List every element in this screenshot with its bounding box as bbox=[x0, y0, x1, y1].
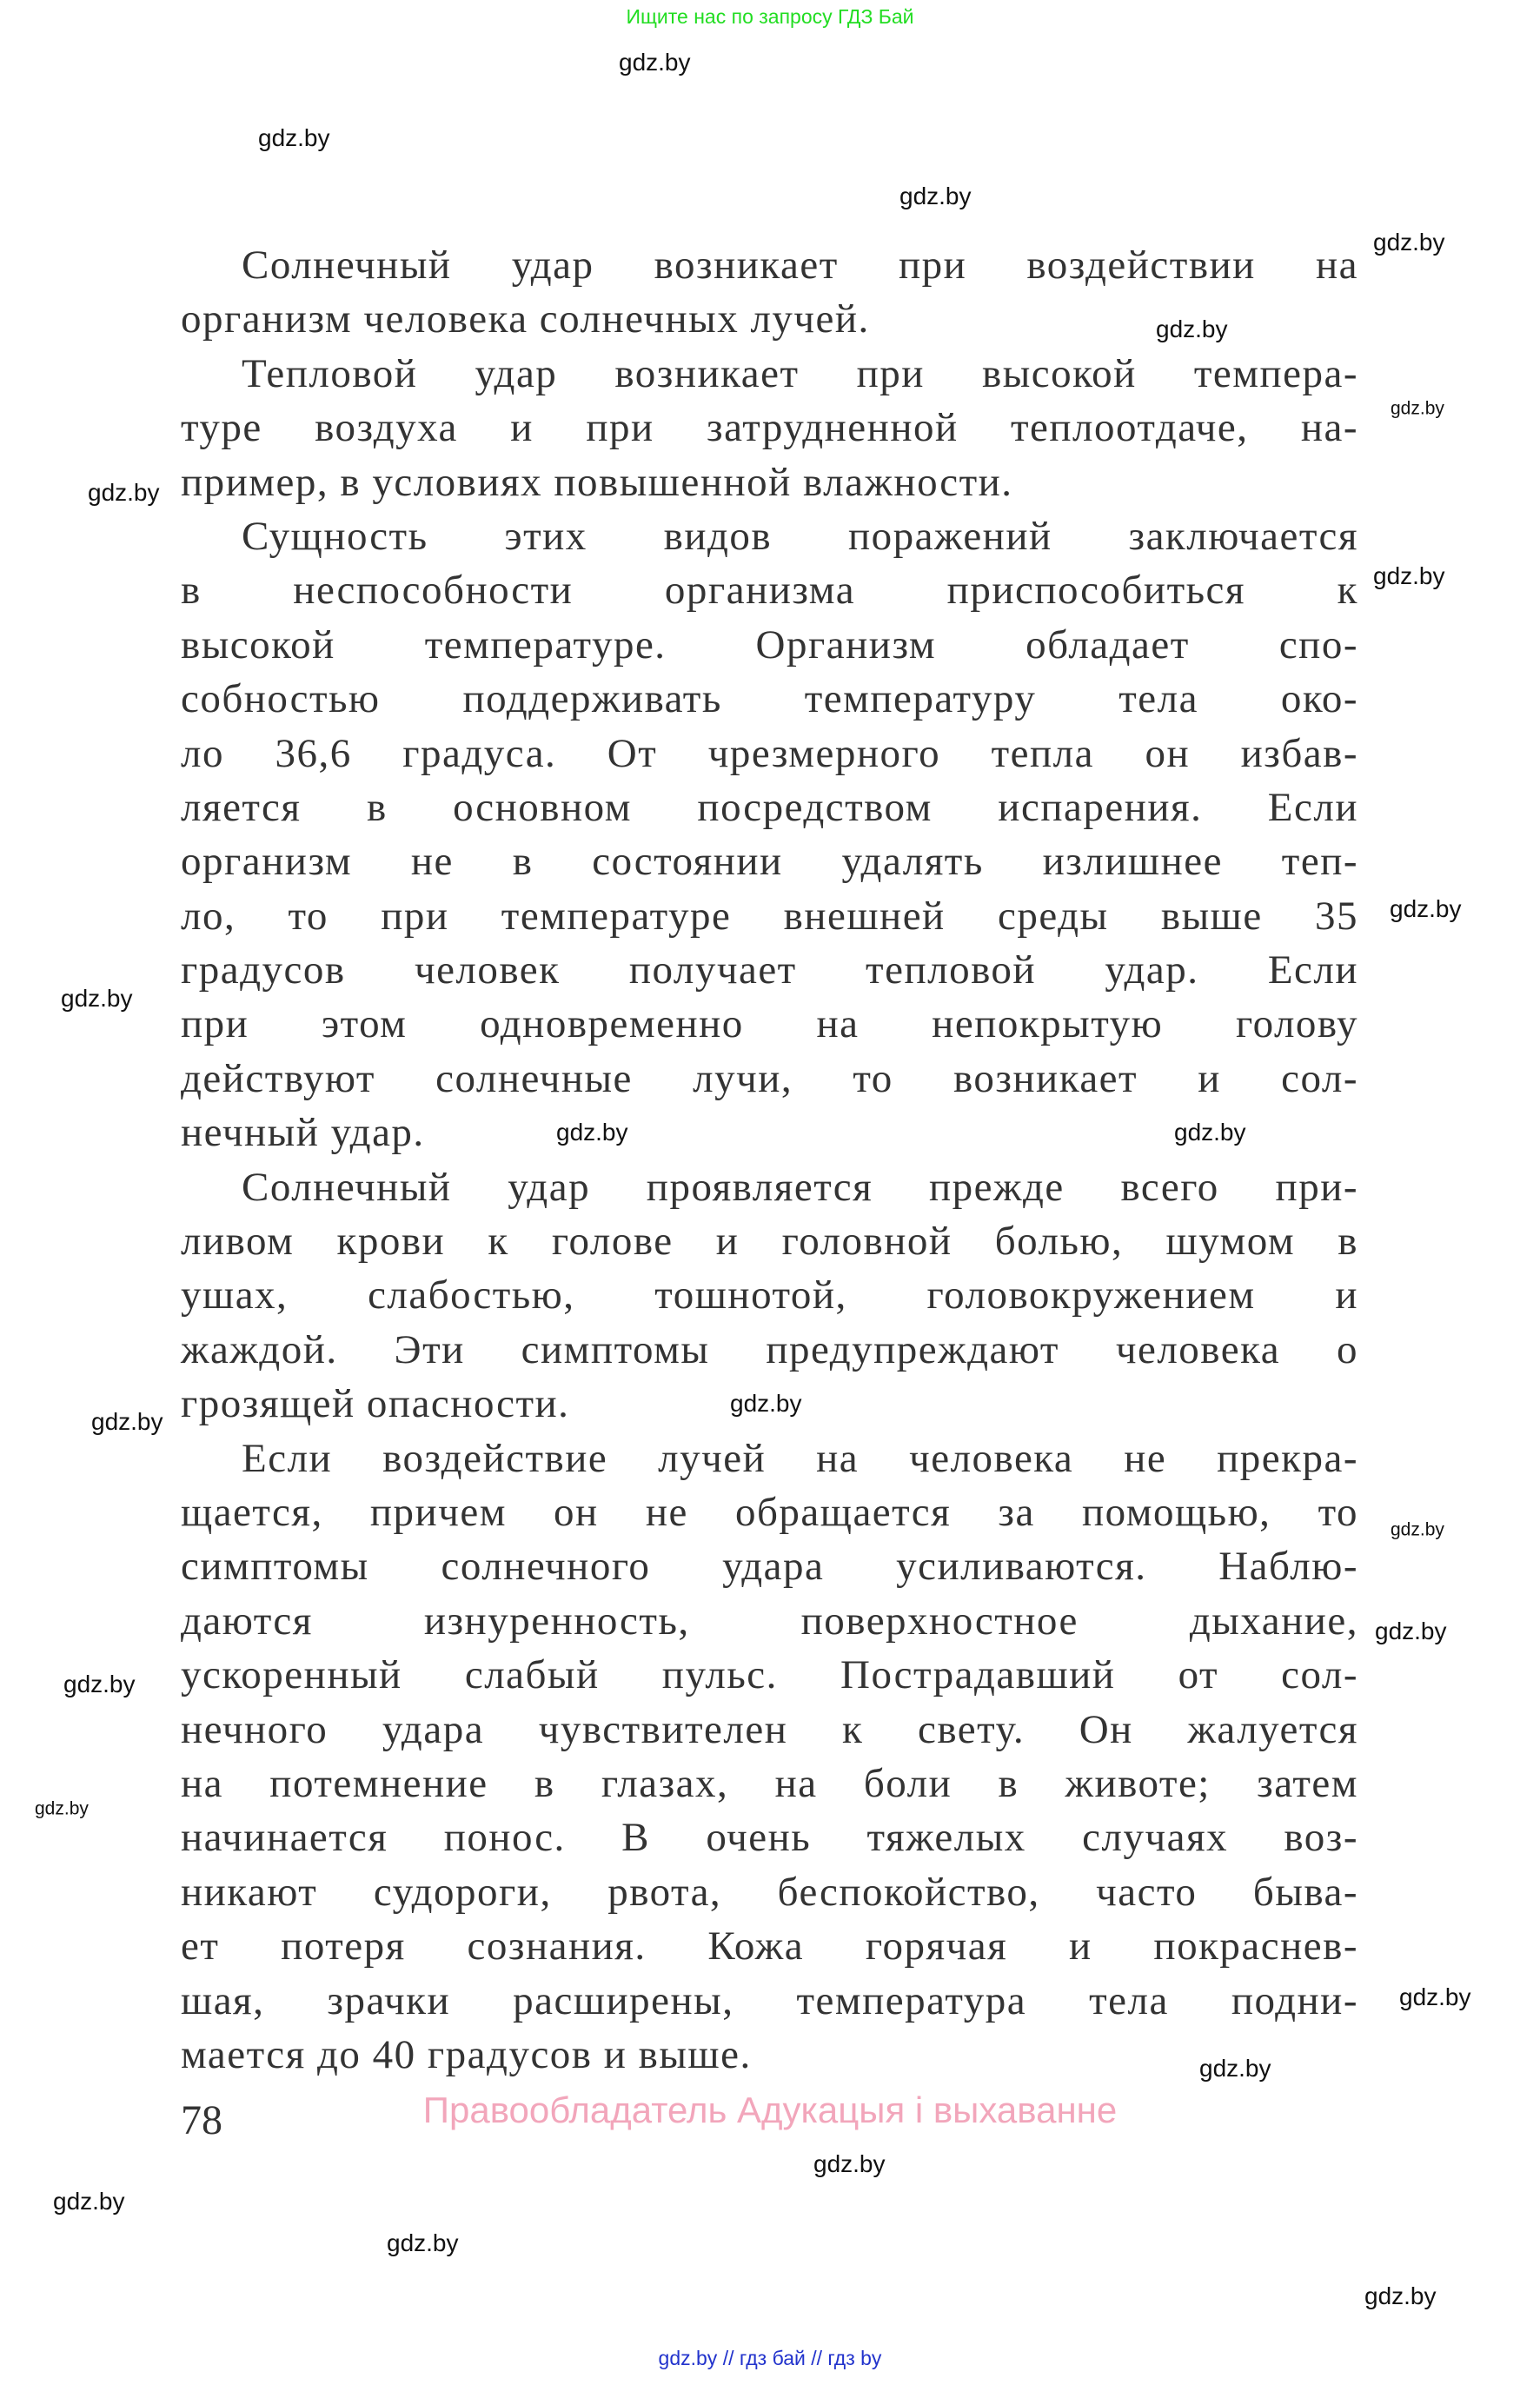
paragraph-3-line: организм не в состоянии удалять излишнее теп- bbox=[181, 839, 1358, 885]
watermark: gdz.by bbox=[1199, 2055, 1271, 2082]
paragraph-3-line: Сущность этих видов поражений заключается bbox=[242, 513, 1358, 559]
watermark: gdz.by bbox=[387, 2229, 459, 2256]
paragraph-2-line: пример, в условиях повышенной влажности. bbox=[181, 459, 1013, 505]
paragraph-4-line: жаждой. Эти симптомы предупреждают человека о bbox=[181, 1326, 1358, 1372]
page-number: 78 bbox=[181, 2097, 222, 2143]
rights-holder-notice: Правообладатель Адукацыя і выхаванне bbox=[422, 2089, 1118, 2130]
paragraph-4-line: Солнечный удар проявляется прежде всего при- bbox=[242, 1164, 1358, 1210]
paragraph-2-line: туре воздуха и при затрудненной теплоотдаче, на- bbox=[181, 405, 1358, 451]
paragraph-5-line: никают судороги, рвота, беспокойство, часто быва- bbox=[181, 1869, 1358, 1915]
paragraph-3-line: нечный удар. bbox=[181, 1110, 425, 1156]
watermark: gdz.by bbox=[1391, 398, 1444, 419]
watermark: gdz.by bbox=[88, 479, 160, 506]
paragraph-3-line: высокой температуре. Организм обладает спо- bbox=[181, 621, 1358, 668]
watermark: gdz.by bbox=[1174, 1119, 1246, 1146]
paragraph-3-line: в неспособности организма приспособиться к bbox=[181, 568, 1358, 614]
paragraph-1-line: Солнечный удар возникает при воздействии на bbox=[242, 242, 1358, 288]
watermark: gdz.by bbox=[1375, 1618, 1447, 1644]
paragraph-3-line: ляется в основном посредством испарения. Если bbox=[181, 784, 1358, 830]
paragraph-4-line: ушах, слабостью, тошнотой, головокружением и bbox=[181, 1272, 1358, 1319]
paragraph-4-line: грозящей опасности. bbox=[181, 1381, 570, 1427]
watermark: gdz.by bbox=[61, 985, 133, 1012]
paragraph-5-line: щается, причем он не обращается за помощью, то bbox=[181, 1489, 1358, 1535]
paragraph-5-line: симптомы солнечного удара усиливаются. Наблю- bbox=[181, 1544, 1358, 1590]
watermark: gdz.by bbox=[813, 2150, 886, 2177]
watermark: gdz.by bbox=[63, 1671, 136, 1697]
watermark: gdz.by bbox=[1391, 1519, 1444, 1540]
page-body-text bbox=[181, 238, 1358, 2082]
paragraph-3-line: собностью поддерживать температуру тела око- bbox=[181, 676, 1358, 722]
footer-links[interactable]: gdz.by // гдз бай // гдз by bbox=[658, 2347, 882, 2369]
watermark: gdz.by bbox=[1364, 2282, 1437, 2309]
paragraph-5-line: даются изнуренность, поверхностное дыхание, bbox=[181, 1598, 1358, 1644]
paragraph-5-line: мается до 40 градусов и выше. bbox=[181, 2031, 752, 2077]
watermark: gdz.by bbox=[730, 1390, 802, 1417]
watermark: gdz.by bbox=[556, 1119, 628, 1146]
watermark: gdz.by bbox=[619, 49, 691, 76]
paragraph-5-line: шая, зрачки расширены, температура тела подни- bbox=[181, 1977, 1358, 2023]
watermark: gdz.by bbox=[1399, 1983, 1471, 2010]
paragraph-1-line: организм человека солнечных лучей. bbox=[181, 296, 870, 342]
watermark: gdz.by bbox=[1156, 316, 1228, 342]
paragraph-3-line: ло 36,6 градуса. От чрезмерного тепла он избав- bbox=[181, 730, 1358, 776]
paragraph-3-line: ло, то при температуре внешней среды выше 35 bbox=[181, 893, 1358, 939]
paragraph-4-line: ливом крови к голове и головной болью, шумом в bbox=[181, 1219, 1358, 1265]
search-hint-banner: Ищите нас по запросу ГДЗ Бай bbox=[626, 5, 914, 28]
paragraph-3-line: при этом одновременно на непокрытую голову bbox=[181, 1001, 1358, 1047]
watermark: gdz.by bbox=[91, 1408, 163, 1435]
watermark: gdz.by bbox=[1390, 895, 1462, 922]
paragraph-5-line: начинается понос. В очень тяжелых случаях воз- bbox=[181, 1815, 1358, 1861]
paragraph-5-line: на потемнение в глазах, на боли в животе; затем bbox=[181, 1760, 1358, 1806]
paragraph-5-line: ускоренный слабый пульс. Пострадавший от сол- bbox=[181, 1652, 1358, 1698]
watermark: gdz.by bbox=[35, 1798, 89, 1819]
watermark: gdz.by bbox=[1373, 562, 1445, 589]
paragraph-3-line: действуют солнечные лучи, то возникает и сол- bbox=[181, 1055, 1358, 1101]
watermark: gdz.by bbox=[899, 183, 972, 209]
watermark: gdz.by bbox=[53, 2188, 125, 2215]
paragraph-5-line: Если воздействие лучей на человека не прекра- bbox=[242, 1435, 1358, 1481]
paragraph-3-line: градусов человек получает тепловой удар. Если bbox=[181, 947, 1358, 993]
paragraph-5-line: ет потеря сознания. Кожа горячая и покраснев- bbox=[181, 1923, 1358, 1970]
paragraph-5-line: нечного удара чувствителен к свету. Он жалуется bbox=[181, 1706, 1358, 1752]
paragraph-2-line: Тепловой удар возникает при высокой темпера- bbox=[242, 350, 1358, 396]
watermark: gdz.by bbox=[258, 124, 330, 151]
watermark: gdz.by bbox=[1373, 229, 1445, 256]
